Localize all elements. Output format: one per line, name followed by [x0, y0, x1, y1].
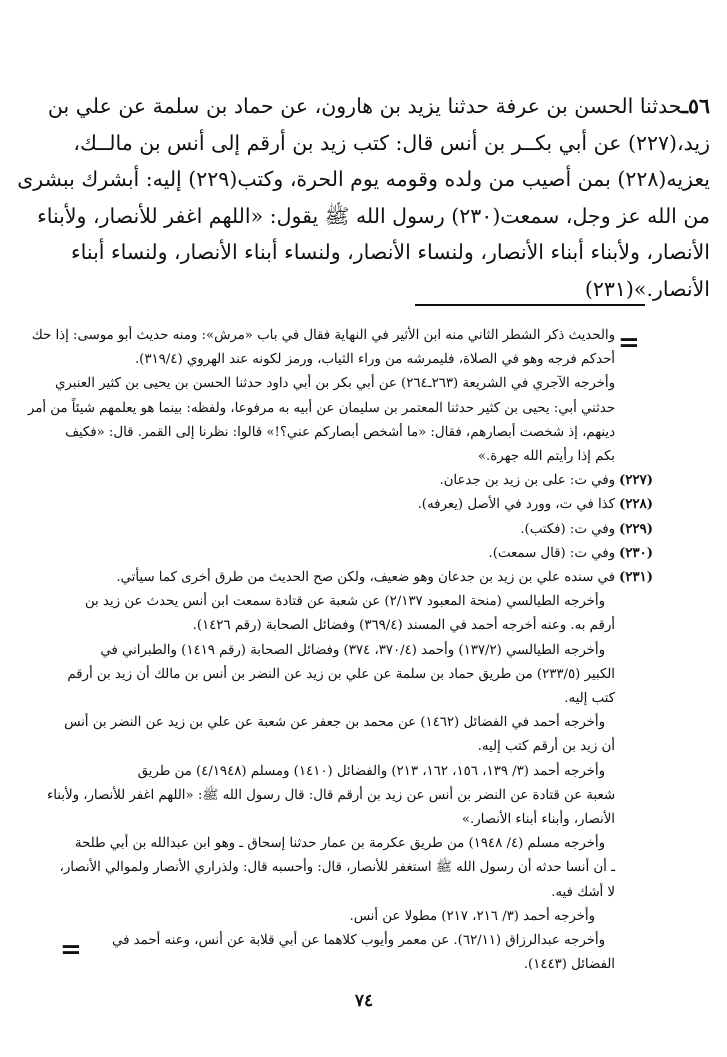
hadith-line-6: الأنصار.»(٢٣١)	[584, 276, 710, 301]
footnote-text: وأخرجه الطيالسي (١٣٧/٢) وأحمد (٣٧٠/٤، ٣٧٤) وفضائل الصحابة (رقم ١٤١٩) والطبراني في	[100, 642, 605, 658]
footnote-line	[68, 542, 653, 566]
footnote-line	[68, 808, 653, 832]
footnote-text: والحديث ذكر الشطر الثاني منه ابن الأثير في النهاية فقال في باب «مرش»: ومنه حديث أبو موسى: إذا حك	[31, 328, 615, 343]
hadith-text	[17, 88, 710, 307]
footnote-number: (٢٢٩)	[618, 521, 653, 537]
footnote-line	[68, 614, 653, 638]
hadith-number: ٥٦ـ	[681, 94, 710, 118]
footnote-line	[68, 929, 653, 953]
footnote-line	[68, 760, 653, 784]
footnote-line	[68, 566, 653, 590]
footnote-text: كتب إليه.	[564, 691, 615, 707]
hadith-line-1: ٥٦ـحدثنا الحسن بن عرفة حدثنا يزيد بن هارون، عن حماد بن سلمة عن علي بن	[47, 94, 710, 118]
footnote-line	[68, 518, 653, 542]
footnote-line	[68, 687, 653, 711]
footnote-divider	[415, 304, 645, 306]
footnote-text: ـ أن أنسا حدثه أن رسول الله ﷺ استغفر للأنصار، قال: وأحسبه قال: ولذراري الأنصار ولموالي الأنصار،	[59, 860, 615, 876]
footnote-line	[68, 663, 653, 687]
footnote-line	[68, 953, 653, 977]
footnote-text: وأخرجه أحمد (٣/ ١٣٩، ١٥٦، ١٦٢، ٢١٣) والفضائل (١٤١٠) ومسلم (٤/١٩٤٨) من طريق	[137, 763, 605, 779]
hadith-line-4: من الله عز وجل، سمعت(٢٣٠) رسول الله ﷺ يقول: «اللهم اغفر للأنصار، ولأبناء	[37, 203, 710, 228]
footnote-text: وأخرجه أحمد (٣/ ٢١٦، ٢١٧) مطولا عن أنس.	[349, 908, 595, 924]
footnote-number: (٢٣١)	[618, 570, 653, 586]
footnote-continued-marker-top: =	[618, 328, 640, 358]
footnote-text: وأخرجه عبدالرزاق (٦٢/١١). عن معمر وأيوب كلاهما عن أبي قلابة عن أنس، وعنه أحمد في	[111, 933, 605, 949]
footnote-line	[55, 372, 653, 396]
footnote-text: بكم إذا رأيتم الله جهرة.»	[477, 449, 615, 465]
footnote-line	[31, 324, 653, 348]
footnote-line	[68, 881, 653, 905]
footnote-text: وفي ت: (فكتب).	[520, 521, 615, 537]
footnote-line	[68, 735, 653, 759]
footnote-text: الكبير (٢٣٣/٥) من طريق حماد بن سلمة عن علي بن زيد عن النضر بن أنس بن مالك أن زيد بن أرقم	[67, 666, 615, 682]
footnote-line	[68, 445, 653, 469]
hadith-line-2: زيد،(٢٢٧) عن أبي بكــر بن أنس قال: كتب زيد بن أرقم إلى أنس بن مالــك،	[73, 130, 710, 155]
hadith-line-3: يعزيه(٢٢٨) بمن أصيب من ولده وقومه يوم الحرة، وكتب(٢٢٩) إليه: أبشرك ببشرى	[17, 167, 710, 191]
footnote-text: وأخرجه مسلم (٤/ ١٩٤٨) من طريق عكرمة بن عمار حدثنا إسحاق ـ وهو ابن عبدالله بن أبي طلحة	[74, 836, 605, 852]
footnote-text: دينهم، إذ شخصت أبصارهم، فقال: «ما أشخص أبصاركم عني؟!» قالوا: نظرنا إلى القمر. قال: «فكيف	[65, 424, 615, 440]
footnote-line	[64, 711, 653, 735]
footnote-text: وأخرجه الآجري في الشريعة (٢٦٣ـ٢٦٤) عن أبي بكر بن أبي داود حدثنا الحسن بن يحيى بن كثير العنبري	[55, 376, 615, 392]
footnote-line	[68, 469, 653, 493]
footnote-text: الأنصار، وأبناء أبناء الأنصار.»	[461, 812, 615, 828]
footnote-number: (٢٣٠)	[618, 545, 653, 561]
footnote-text: الفضائل (١٤٤٣).	[523, 957, 615, 973]
footnote-line	[46, 784, 653, 808]
footnote-line	[27, 397, 653, 421]
footnote-text: وفي ت: (قال سمعت).	[488, 545, 615, 561]
footnotes	[27, 324, 653, 977]
footnote-text: كذا في ت، وورد في الأصل (يعرفه).	[417, 497, 615, 513]
footnote-line	[68, 590, 653, 614]
footnote-text: حدثني أبي: يحيى بن كثير حدثنا المعتمر بن سليمان عن أبيه به مرفوعا، ولفظه: بينما هو يعلمهم شيئاً من أمر	[27, 400, 615, 416]
page-number: ٧٤	[354, 991, 374, 1011]
footnote-line	[68, 639, 653, 663]
footnote-text: وفي ت: على بن زيد بن جدعان.	[439, 473, 615, 489]
hadith-line-5: الأنصار، ولأبناء أبناء الأنصار، ولنساء الأنصار، ولنساء أبناء الأنصار، ولنساء أبناء	[71, 240, 710, 264]
footnote-line	[68, 348, 653, 372]
footnote-text: أن زيد بن أرقم كتب إليه.	[477, 739, 615, 755]
footnote-continued-marker-bottom: =	[60, 935, 82, 965]
footnote-text: وأخرجه الطيالسي (منحة المعبود ٢/١٣٧) عن شعبة عن قتادة سمعت ابن أنس يحدث عن زيد بن	[84, 594, 605, 610]
footnote-text: أحدكم فرجه وهو في الصلاة، فليمرشه من وراء الثياب، ورمز لكونه عند الهروي (٣١٩/٤).	[134, 352, 615, 368]
footnote-text: وأخرجه أحمد في الفضائل (١٤٦٢) عن محمد بن جعفر عن شعبة عن علي بن زيد عن النضر بن أنس	[64, 715, 605, 731]
footnote-line	[68, 493, 653, 517]
footnote-text: أرقم به. وعنه أخرجه أحمد في المسند (٣٦٩/٤) وفضائل الصحابة (رقم ١٤٢٦).	[192, 618, 615, 634]
footnote-line	[59, 856, 653, 880]
footnote-line	[68, 832, 653, 856]
footnote-text: شعبة عن قتادة عن النضر بن أنس عن زيد بن أرقم قال: قال رسول الله ﷺ: «اللهم اغفر للأنصار، ولأبناء	[46, 787, 615, 803]
footnote-line	[65, 421, 653, 445]
footnote-text: لا أشك فيه.	[551, 884, 615, 900]
footnote-line	[68, 905, 653, 929]
footnote-text: في سنده علي بن زيد بن جدعان وهو ضعيف، ولكن صح الحديث من طرق أخرى كما سيأتي.	[116, 570, 615, 586]
footnote-number: (٢٢٨)	[618, 497, 653, 513]
footnote-number: (٢٢٧)	[618, 473, 653, 489]
